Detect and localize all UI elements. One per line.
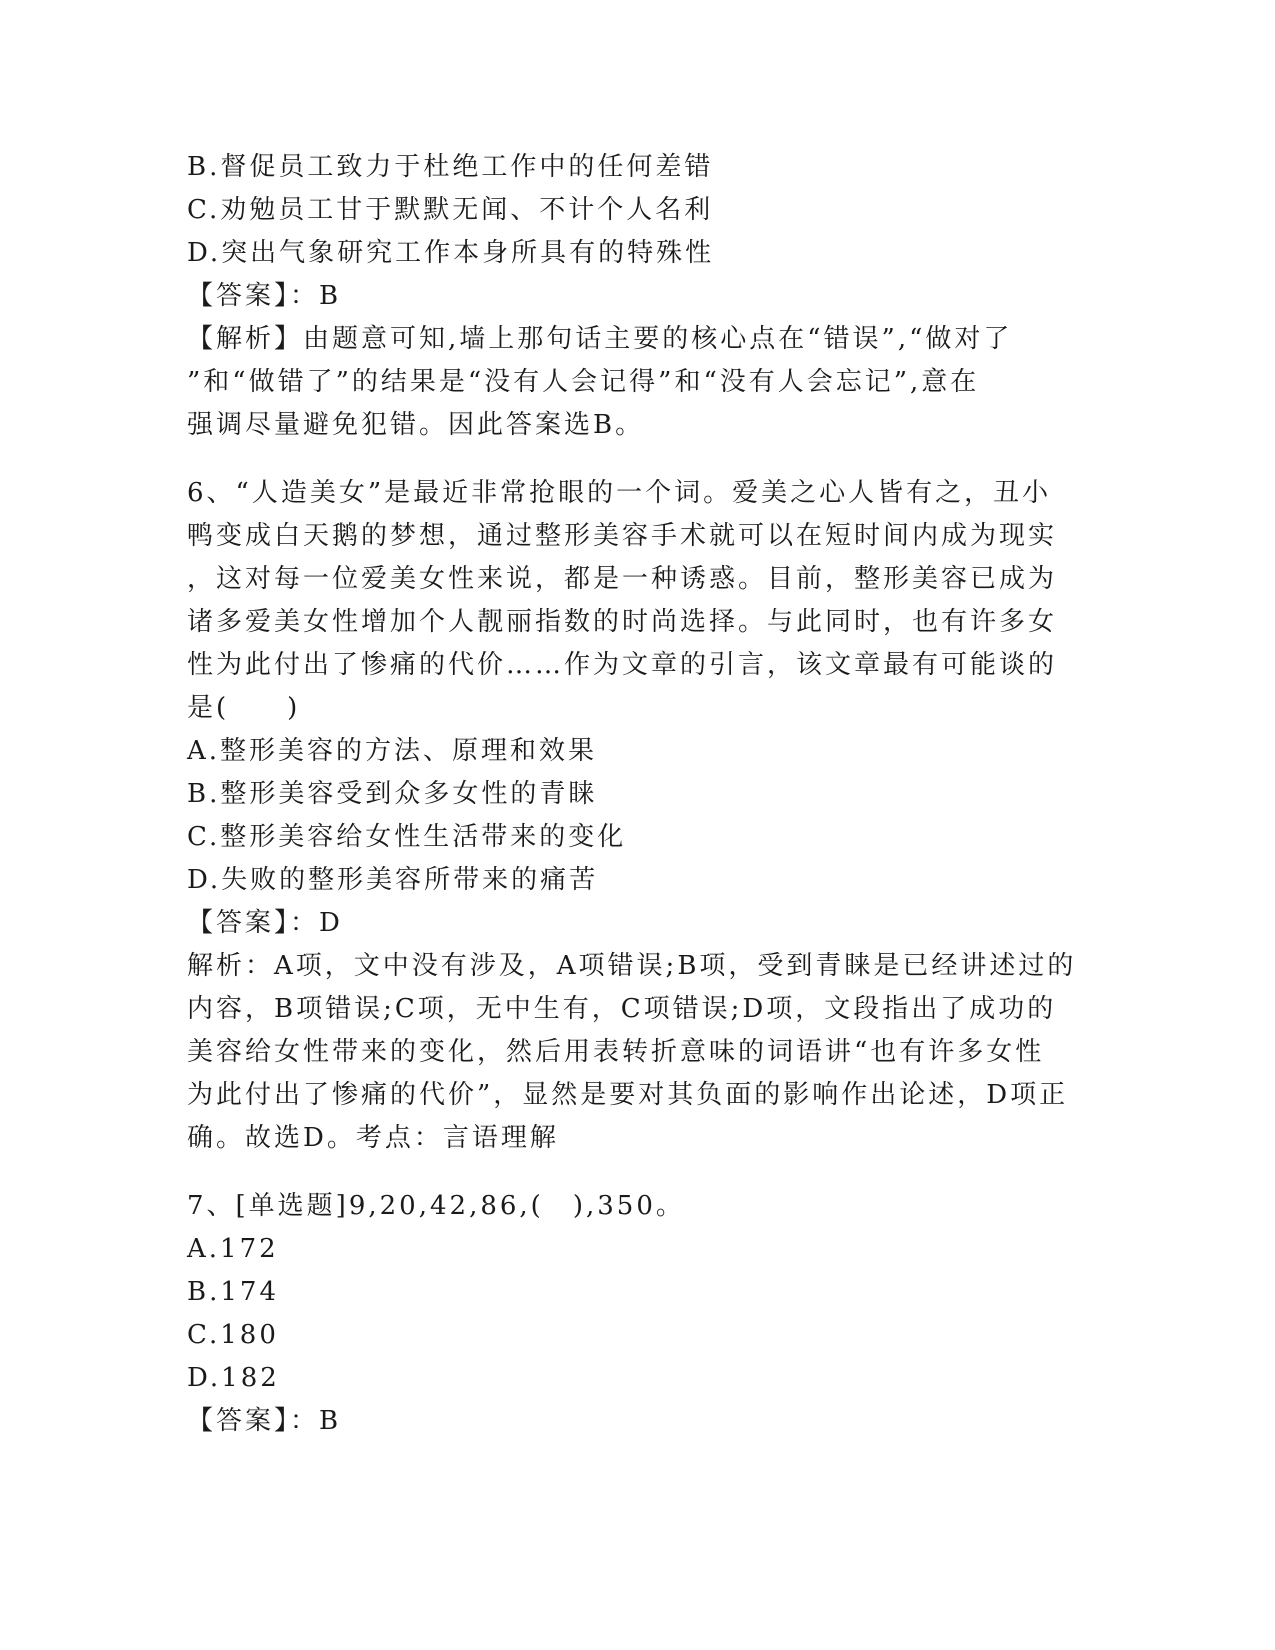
- option-d: D.182: [187, 1363, 280, 1393]
- option-b: B.督促员工致力于杜绝工作中的任何差错: [187, 152, 714, 182]
- question-7: [187, 1185, 1087, 1443]
- section-gap: [187, 447, 1087, 472]
- option-d: D.失败的整形美容所带来的痛苦: [187, 865, 599, 895]
- question-stem-line: 性为此付出了惨痛的代价……作为文章的引言，该文章最有可能谈的: [187, 650, 1058, 680]
- analysis-line: 确。故选D。考点：言语理解: [187, 1123, 559, 1153]
- analysis-line: 【解析】由题意可知,墙上那句话主要的核心点在“错误”,“做对了: [187, 324, 1013, 354]
- option-c: C.180: [187, 1320, 279, 1350]
- analysis-line: 美容给女性带来的变化，然后用表转折意味的词语讲“也有许多女性: [187, 1037, 1045, 1067]
- analysis-line: 解析：A项，文中没有涉及，A项错误;B项，受到青睐是已经讲述过的: [187, 951, 1077, 981]
- option-c: C.整形美容给女性生活带来的变化: [187, 822, 627, 852]
- question-stem: 7、[单选题]9,20,42,86,( ),350。: [187, 1191, 685, 1221]
- document-page: [187, 146, 1087, 1443]
- answer: 【答案】：B: [187, 281, 342, 311]
- answer: 【答案】：D: [187, 908, 343, 938]
- analysis-line: 内容，B项错误;C项，无中生有，C项错误;D项，文段指出了成功的: [187, 994, 1057, 1024]
- section-gap: [187, 1160, 1087, 1185]
- answer: 【答案】：B: [187, 1406, 342, 1436]
- option-a: A.172: [187, 1234, 279, 1264]
- option-a: A.整形美容的方法、原理和效果: [187, 736, 598, 766]
- analysis-line: 为此付出了惨痛的代价”，显然是要对其负面的影响作出论述，D项正: [187, 1080, 1069, 1110]
- option-c: C.劝勉员工甘于默默无闻、不计个人名利: [187, 195, 714, 225]
- option-b: B.整形美容受到众多女性的青睐: [187, 779, 598, 809]
- question-stem-line: 诸多爱美女性增加个人靓丽指数的时尚选择。与此同时，也有许多女: [187, 607, 1058, 637]
- question-6: [187, 472, 1087, 1160]
- option-d: D.突出气象研究工作本身所具有的特殊性: [187, 238, 715, 268]
- analysis-line: ”和“做错了”的结果是“没有人会记得”和“没有人会忘记”,意在: [187, 367, 980, 397]
- question-5-tail: [187, 146, 1087, 447]
- question-stem-line: 是( ): [187, 693, 301, 723]
- analysis-line: 强调尽量避免犯错。因此答案选B。: [187, 410, 645, 440]
- question-stem-line: ，这对每一位爱美女性来说，都是一种诱惑。目前，整形美容已成为: [187, 564, 1058, 594]
- question-stem-line: 6、“人造美女”是最近非常抢眼的一个词。爱美之心人皆有之，丑小: [187, 478, 1052, 508]
- question-stem-line: 鸭变成白天鹅的梦想，通过整形美容手术就可以在短时间内成为现实: [187, 521, 1058, 551]
- option-b: B.174: [187, 1277, 279, 1307]
